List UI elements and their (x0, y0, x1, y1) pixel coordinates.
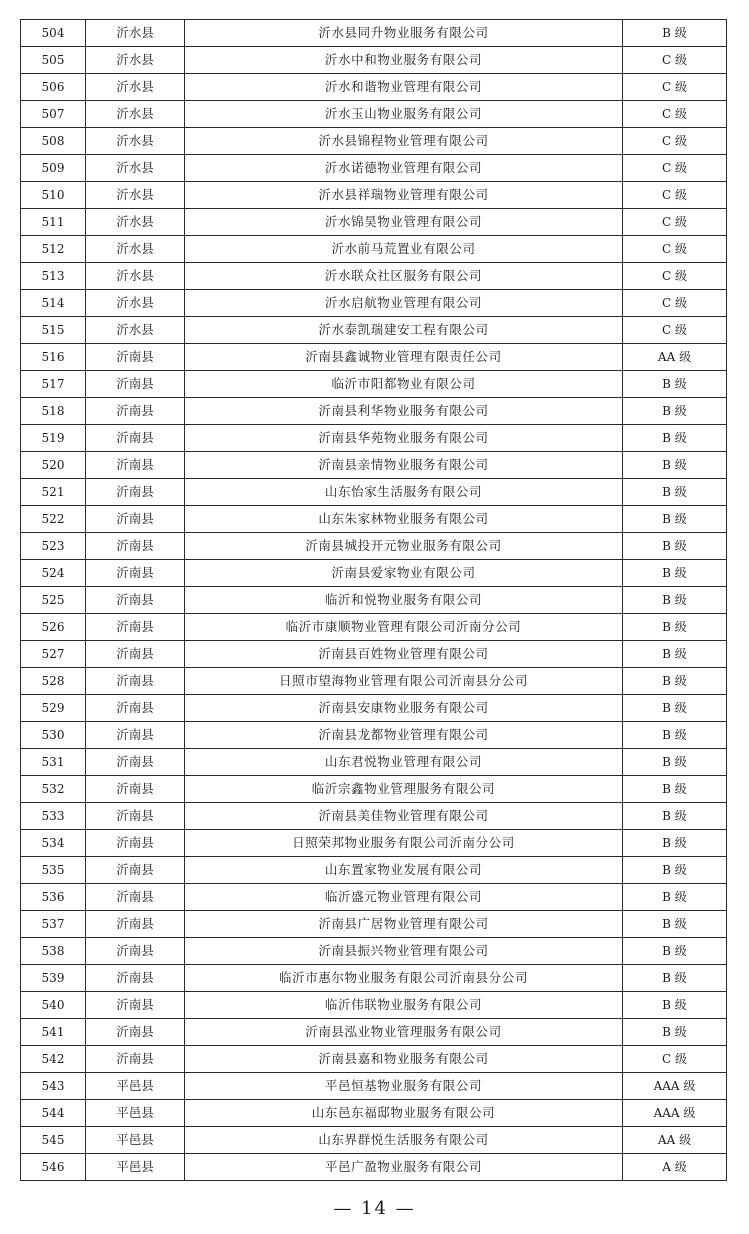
company-name-cell: 沂南县龙都物业管理有限公司 (185, 722, 623, 749)
table-row (21, 479, 727, 506)
grade-cell: B 级 (623, 911, 727, 938)
county-cell: 沂南县 (86, 857, 185, 884)
county-cell: 平邑县 (86, 1154, 185, 1181)
grade-cell: B 级 (623, 587, 727, 614)
county-cell: 沂南县 (86, 992, 185, 1019)
serial-number-cell: 506 (21, 74, 86, 101)
serial-number-cell: 515 (21, 317, 86, 344)
company-name-cell: 山东邑东福邸物业服务有限公司 (185, 1100, 623, 1127)
company-name-cell: 沂南县美佳物业管理有限公司 (185, 803, 623, 830)
serial-number-cell: 516 (21, 344, 86, 371)
table-row (21, 398, 727, 425)
county-cell: 沂南县 (86, 668, 185, 695)
serial-number-cell: 536 (21, 884, 86, 911)
table-row (21, 560, 727, 587)
serial-number-cell: 521 (21, 479, 86, 506)
grade-cell: B 级 (623, 803, 727, 830)
county-cell: 沂南县 (86, 479, 185, 506)
county-cell: 沂南县 (86, 830, 185, 857)
table-row (21, 371, 727, 398)
company-name-cell: 沂水和谐物业管理有限公司 (185, 74, 623, 101)
serial-number-cell: 535 (21, 857, 86, 884)
county-cell: 沂水县 (86, 209, 185, 236)
grade-cell: A 级 (623, 1154, 727, 1181)
table-row (21, 74, 727, 101)
table-row (21, 965, 727, 992)
table-row (21, 830, 727, 857)
grade-cell: B 级 (623, 857, 727, 884)
table-row (21, 155, 727, 182)
company-name-cell: 临沂宗鑫物业管理服务有限公司 (185, 776, 623, 803)
county-cell: 沂南县 (86, 533, 185, 560)
grade-cell: B 级 (623, 695, 727, 722)
table-row (21, 992, 727, 1019)
table-row (21, 128, 727, 155)
county-cell: 沂水县 (86, 155, 185, 182)
grade-cell: B 级 (623, 992, 727, 1019)
serial-number-cell: 514 (21, 290, 86, 317)
serial-number-cell: 525 (21, 587, 86, 614)
table-row (21, 1127, 727, 1154)
table-row (21, 344, 727, 371)
grade-cell: C 级 (623, 47, 727, 74)
company-name-cell: 沂南县嘉和物业服务有限公司 (185, 1046, 623, 1073)
company-name-cell: 临沂盛元物业管理有限公司 (185, 884, 623, 911)
table-row (21, 749, 727, 776)
grade-cell: B 级 (623, 830, 727, 857)
table-row (21, 1100, 727, 1127)
county-cell: 沂南县 (86, 425, 185, 452)
serial-number-cell: 538 (21, 938, 86, 965)
table-row (21, 911, 727, 938)
company-name-cell: 沂水联众社区服务有限公司 (185, 263, 623, 290)
grade-cell: AA 级 (623, 344, 727, 371)
grade-cell: C 级 (623, 209, 727, 236)
grade-cell: B 级 (623, 20, 727, 47)
county-cell: 沂南县 (86, 722, 185, 749)
company-name-cell: 沂南县广居物业管理有限公司 (185, 911, 623, 938)
grade-cell: B 级 (623, 776, 727, 803)
table-row (21, 101, 727, 128)
company-name-cell: 沂水启航物业管理有限公司 (185, 290, 623, 317)
county-cell: 沂水县 (86, 20, 185, 47)
company-name-cell: 临沂市惠尔物业服务有限公司沂南县分公司 (185, 965, 623, 992)
grade-cell: B 级 (623, 533, 727, 560)
serial-number-cell: 537 (21, 911, 86, 938)
company-name-cell: 平邑广盈物业服务有限公司 (185, 1154, 623, 1181)
company-name-cell: 平邑恒基物业服务有限公司 (185, 1073, 623, 1100)
grade-cell: B 级 (623, 425, 727, 452)
grade-cell: C 级 (623, 236, 727, 263)
serial-number-cell: 510 (21, 182, 86, 209)
table-row (21, 452, 727, 479)
serial-number-cell: 528 (21, 668, 86, 695)
serial-number-cell: 530 (21, 722, 86, 749)
table-row (21, 506, 727, 533)
grade-cell: B 级 (623, 668, 727, 695)
serial-number-cell: 524 (21, 560, 86, 587)
serial-number-cell: 504 (21, 20, 86, 47)
serial-number-cell: 545 (21, 1127, 86, 1154)
table-body (21, 20, 727, 1181)
grade-cell: C 级 (623, 263, 727, 290)
county-cell: 沂南县 (86, 587, 185, 614)
grade-cell: AAA 级 (623, 1100, 727, 1127)
county-cell: 沂水县 (86, 290, 185, 317)
county-cell: 沂水县 (86, 101, 185, 128)
serial-number-cell: 517 (21, 371, 86, 398)
company-name-cell: 山东君悦物业管理有限公司 (185, 749, 623, 776)
company-name-cell: 沂南县爱家物业有限公司 (185, 560, 623, 587)
grade-cell: C 级 (623, 1046, 727, 1073)
company-name-cell: 山东朱家林物业服务有限公司 (185, 506, 623, 533)
grade-cell: AAA 级 (623, 1073, 727, 1100)
company-name-cell: 临沂和悦物业服务有限公司 (185, 587, 623, 614)
table-row (21, 776, 727, 803)
company-name-cell: 沂南县鑫诚物业管理有限责任公司 (185, 344, 623, 371)
grade-cell: B 级 (623, 398, 727, 425)
company-name-cell: 山东界群悦生活服务有限公司 (185, 1127, 623, 1154)
company-name-cell: 临沂伟联物业服务有限公司 (185, 992, 623, 1019)
table-row (21, 20, 727, 47)
county-cell: 沂南县 (86, 371, 185, 398)
serial-number-cell: 512 (21, 236, 86, 263)
county-cell: 沂南县 (86, 776, 185, 803)
table-row (21, 1019, 727, 1046)
company-name-cell: 沂水诺德物业管理有限公司 (185, 155, 623, 182)
county-cell: 沂水县 (86, 182, 185, 209)
serial-number-cell: 526 (21, 614, 86, 641)
grade-cell: B 级 (623, 641, 727, 668)
grade-cell: B 级 (623, 479, 727, 506)
table-row (21, 236, 727, 263)
serial-number-cell: 540 (21, 992, 86, 1019)
county-cell: 沂南县 (86, 641, 185, 668)
table-row (21, 47, 727, 74)
county-cell: 沂南县 (86, 965, 185, 992)
serial-number-cell: 539 (21, 965, 86, 992)
serial-number-cell: 543 (21, 1073, 86, 1100)
company-name-cell: 沂南县安康物业服务有限公司 (185, 695, 623, 722)
serial-number-cell: 518 (21, 398, 86, 425)
grade-cell: B 级 (623, 965, 727, 992)
company-name-cell: 沂南县华苑物业服务有限公司 (185, 425, 623, 452)
company-name-cell: 沂水县锦程物业管理有限公司 (185, 128, 623, 155)
county-cell: 沂南县 (86, 398, 185, 425)
serial-number-cell: 520 (21, 452, 86, 479)
serial-number-cell: 534 (21, 830, 86, 857)
company-name-cell: 沂水前马荒置业有限公司 (185, 236, 623, 263)
serial-number-cell: 527 (21, 641, 86, 668)
county-cell: 沂南县 (86, 560, 185, 587)
grade-cell: AA 级 (623, 1127, 727, 1154)
serial-number-cell: 533 (21, 803, 86, 830)
county-cell: 沂南县 (86, 803, 185, 830)
grade-cell: B 级 (623, 749, 727, 776)
page-number: — 14 — (333, 1198, 416, 1219)
company-name-cell: 沂水泰凯瑞建安工程有限公司 (185, 317, 623, 344)
county-cell: 沂水县 (86, 47, 185, 74)
table-row (21, 614, 727, 641)
company-name-cell: 沂南县利华物业服务有限公司 (185, 398, 623, 425)
company-name-cell: 山东置家物业发展有限公司 (185, 857, 623, 884)
table-row (21, 803, 727, 830)
county-cell: 平邑县 (86, 1127, 185, 1154)
company-name-cell: 山东怡家生活服务有限公司 (185, 479, 623, 506)
company-name-cell: 沂南县振兴物业管理有限公司 (185, 938, 623, 965)
serial-number-cell: 546 (21, 1154, 86, 1181)
company-name-cell: 沂水县祥瑞物业管理有限公司 (185, 182, 623, 209)
grade-cell: B 级 (623, 506, 727, 533)
company-name-cell: 沂南县百姓物业管理有限公司 (185, 641, 623, 668)
county-cell: 沂水县 (86, 236, 185, 263)
serial-number-cell: 519 (21, 425, 86, 452)
serial-number-cell: 541 (21, 1019, 86, 1046)
grade-cell: C 级 (623, 101, 727, 128)
table-row (21, 209, 727, 236)
table-row (21, 722, 727, 749)
grade-cell: B 级 (623, 371, 727, 398)
serial-number-cell: 544 (21, 1100, 86, 1127)
company-name-cell: 沂水锦昊物业管理有限公司 (185, 209, 623, 236)
table-row (21, 668, 727, 695)
serial-number-cell: 507 (21, 101, 86, 128)
county-cell: 沂南县 (86, 452, 185, 479)
table-row (21, 857, 727, 884)
table-row (21, 587, 727, 614)
county-cell: 沂南县 (86, 884, 185, 911)
county-cell: 沂南县 (86, 749, 185, 776)
company-name-cell: 沂水中和物业服务有限公司 (185, 47, 623, 74)
serial-number-cell: 542 (21, 1046, 86, 1073)
county-cell: 沂南县 (86, 938, 185, 965)
grade-cell: B 级 (623, 722, 727, 749)
table-row (21, 641, 727, 668)
serial-number-cell: 523 (21, 533, 86, 560)
company-name-cell: 沂水玉山物业服务有限公司 (185, 101, 623, 128)
county-cell: 沂南县 (86, 695, 185, 722)
grade-cell: C 级 (623, 182, 727, 209)
serial-number-cell: 532 (21, 776, 86, 803)
grade-cell: B 级 (623, 452, 727, 479)
grade-cell: B 级 (623, 884, 727, 911)
serial-number-cell: 522 (21, 506, 86, 533)
county-cell: 平邑县 (86, 1073, 185, 1100)
county-cell: 沂南县 (86, 506, 185, 533)
serial-number-cell: 529 (21, 695, 86, 722)
serial-number-cell: 509 (21, 155, 86, 182)
county-cell: 沂南县 (86, 1046, 185, 1073)
table-row (21, 182, 727, 209)
grade-cell: B 级 (623, 560, 727, 587)
county-cell: 沂水县 (86, 263, 185, 290)
company-name-cell: 沂水县同升物业服务有限公司 (185, 20, 623, 47)
table-row (21, 425, 727, 452)
credit-rating-table (20, 19, 727, 1181)
table-row (21, 317, 727, 344)
grade-cell: C 级 (623, 128, 727, 155)
county-cell: 沂南县 (86, 344, 185, 371)
company-name-cell: 日照市望海物业管理有限公司沂南县分公司 (185, 668, 623, 695)
county-cell: 沂南县 (86, 1019, 185, 1046)
company-name-cell: 日照荣邦物业服务有限公司沂南分公司 (185, 830, 623, 857)
table-row (21, 533, 727, 560)
county-cell: 沂水县 (86, 317, 185, 344)
grade-cell: B 级 (623, 1019, 727, 1046)
table-row (21, 1154, 727, 1181)
grade-cell: B 级 (623, 938, 727, 965)
table-row (21, 695, 727, 722)
company-name-cell: 临沂市康顺物业管理有限公司沂南分公司 (185, 614, 623, 641)
grade-cell: C 级 (623, 290, 727, 317)
company-name-cell: 沂南县泓业物业管理服务有限公司 (185, 1019, 623, 1046)
table-row (21, 884, 727, 911)
county-cell: 平邑县 (86, 1100, 185, 1127)
company-name-cell: 沂南县亲情物业服务有限公司 (185, 452, 623, 479)
county-cell: 沂南县 (86, 614, 185, 641)
table-row (21, 1073, 727, 1100)
grade-cell: C 级 (623, 74, 727, 101)
serial-number-cell: 505 (21, 47, 86, 74)
table-row (21, 290, 727, 317)
table-row (21, 1046, 727, 1073)
grade-cell: C 级 (623, 155, 727, 182)
county-cell: 沂南县 (86, 911, 185, 938)
company-name-cell: 临沂市阳都物业有限公司 (185, 371, 623, 398)
grade-cell: B 级 (623, 614, 727, 641)
county-cell: 沂水县 (86, 128, 185, 155)
company-name-cell: 沂南县城投开元物业服务有限公司 (185, 533, 623, 560)
grade-cell: C 级 (623, 317, 727, 344)
serial-number-cell: 531 (21, 749, 86, 776)
table-row (21, 263, 727, 290)
serial-number-cell: 513 (21, 263, 86, 290)
table-row (21, 938, 727, 965)
serial-number-cell: 511 (21, 209, 86, 236)
serial-number-cell: 508 (21, 128, 86, 155)
county-cell: 沂水县 (86, 74, 185, 101)
